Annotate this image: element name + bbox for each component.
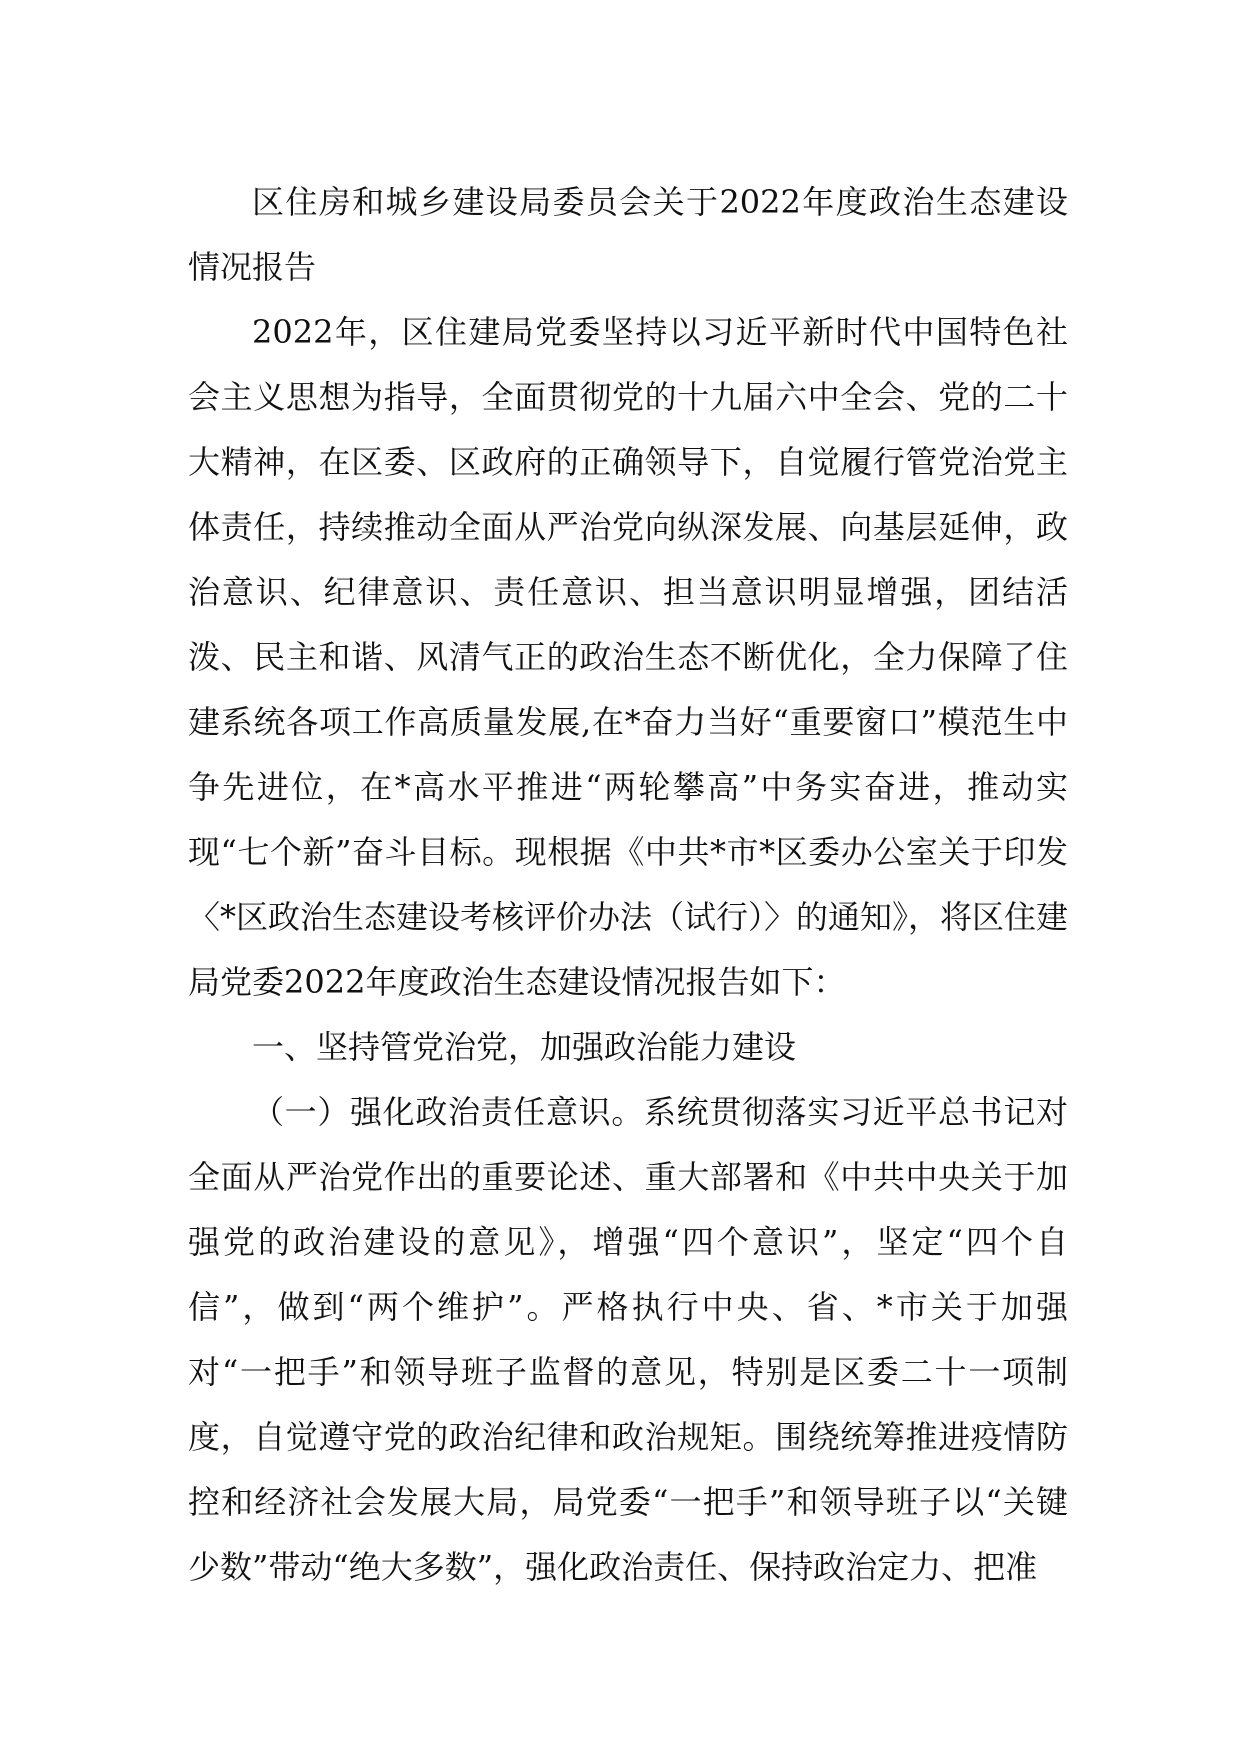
section-heading: 一、坚持管党治党，加强政治能力建设 xyxy=(252,1028,797,1066)
document-title: 区住房和城乡建设局委员会关于2022年度政治生态建设情况报告 xyxy=(188,183,1068,286)
intro-paragraph: 2022年，区住建局党委坚持以习近平新时代中国特色社会主义思想为指导，全面贯彻党的十九届六中全会、党的二十大精神，在区委、区政府的正确领导下，自觉履行管党治党主体责任，持续推动全面从严治党向纵深发展、向基层延伸，政治意识、纪律意识、责任意识、担当意识明显增强，团结活泼、民主和谐、风清气正的政治生态不断优化，全力保障了住建系统各项工作高质量发展,在*奋力当好“重要窗口”模范生中争先进位，在*高水平推进“两轮攀高”中务实奋进，推动实现“七个新”奋斗目标。现根据《中共*市*区委办公室关于印发〈*区政治生态建设考核评价办法（试行）〉的通知》，将区住建局党委2022年度政治生态建设情况报告如下： xyxy=(188,313,1069,1001)
subsection-paragraph: （一）强化政治责任意识。系统贯彻落实习近平总书记对全面从严治党作出的重要论述、重大部署和《中共中央关于加强党的政治建设的意见》，增强“四个意识”，坚定“四个自信”，做到“两个维护”。严格执行中央、省、*市关于加强对“一把手”和领导班子监督的意见，特别是区委二十一项制度，自觉遵守党的政治纪律和政治规矩。围绕统筹推进疫情防控和经济社会发展大局，局党委“一把手”和领导班子以“关键少数”带动“绝大多数”，强化政治责任、保持政治定力、把准 xyxy=(188,1093,1068,1586)
document-page xyxy=(188,170,1068,1600)
